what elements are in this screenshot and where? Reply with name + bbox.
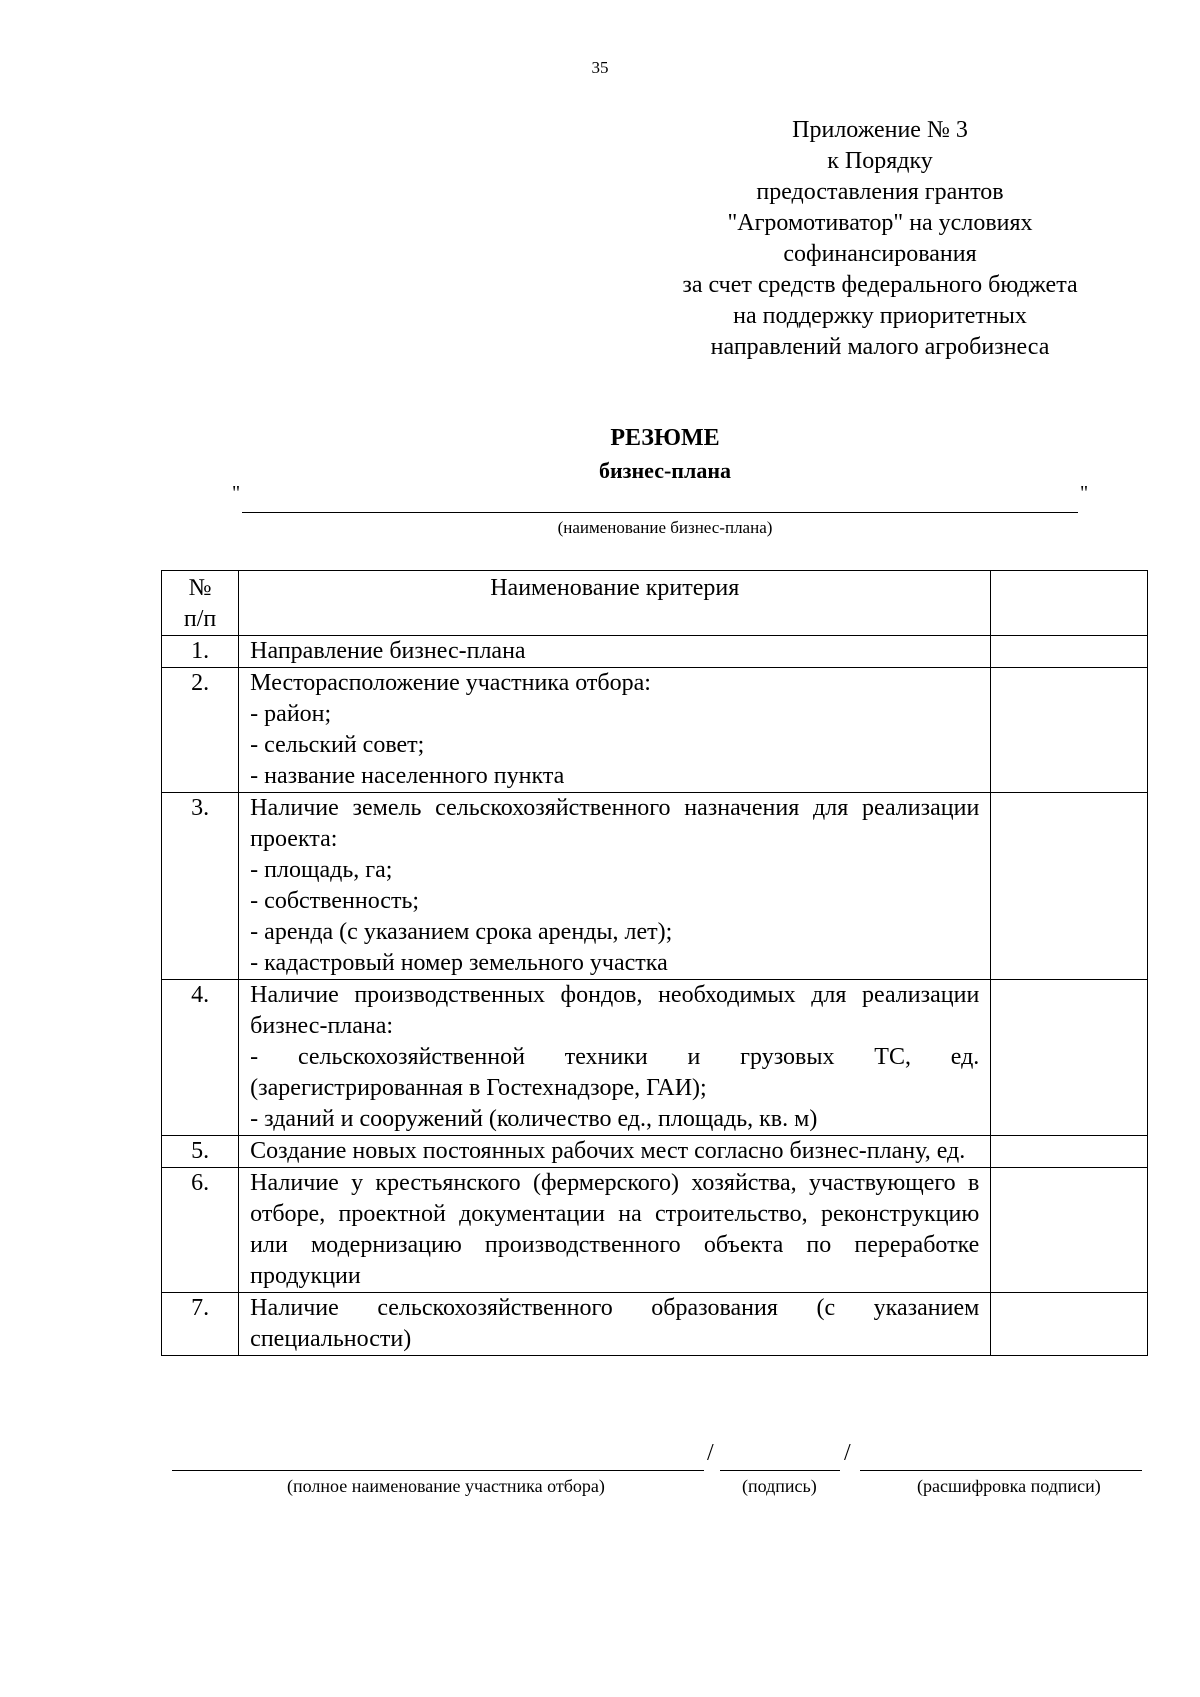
criterion-line: Наличие сельскохозяйственного образования (с указанием специальности) (250, 1295, 980, 1352)
annex-line: к Порядку (827, 148, 933, 174)
table-row (162, 636, 1148, 668)
row-criterion-cell (239, 1293, 991, 1356)
row-number-cell: 1. (162, 636, 239, 668)
criteria-table (161, 570, 1148, 1356)
row-criterion-cell (239, 636, 991, 668)
table-row (162, 980, 1148, 1136)
criterion-line: Наличие у крестьянского (фермерского) хозяйства, участвующего в отборе, проектной документации на строительство, реконструкцию или модернизацию производственного объекта по переработке продукции (250, 1170, 980, 1289)
annex-line: "Агромотиватор" на условиях (727, 210, 1033, 236)
header-value-cell (991, 571, 1148, 636)
plan-name-quote-open: " (232, 482, 241, 504)
signature-decode-caption: (расшифровка подписи) (917, 1476, 1101, 1496)
participant-name-line[interactable] (172, 1470, 704, 1471)
table-row (162, 668, 1148, 793)
criterion-line: - сельскохозяйственной техники и грузовых ТС, ед. (зарегистрированная в Гостехнадзоре, ГАИ); (250, 1044, 980, 1101)
table-row (162, 793, 1148, 980)
criterion-line: - площадь, га; (250, 857, 393, 883)
signature-separator: / (844, 1440, 851, 1466)
plan-name-field-line[interactable] (242, 512, 1078, 513)
annex-line: предоставления грантов (756, 179, 1004, 205)
row-value-cell[interactable] (991, 668, 1148, 793)
criterion-line: Создание новых постоянных рабочих мест согласно бизнес-плану, ед. (250, 1138, 966, 1164)
row-number-cell: 2. (162, 668, 239, 793)
table-header-row (162, 571, 1148, 636)
criterion-line: Наличие производственных фондов, необходимых для реализации бизнес-плана: (250, 982, 980, 1039)
row-criterion-cell (239, 1168, 991, 1293)
annex-line: Приложение № 3 (792, 117, 968, 143)
signature-decode-line[interactable] (860, 1470, 1142, 1471)
row-number-cell: 6. (162, 1168, 239, 1293)
plan-name-caption: (наименование бизнес-плана) (557, 518, 773, 537)
page-number: 35 (591, 58, 609, 77)
row-value-cell[interactable] (991, 1136, 1148, 1168)
table-row (162, 1293, 1148, 1356)
criterion-line: - сельский совет; (250, 732, 425, 758)
row-number-cell: 5. (162, 1136, 239, 1168)
row-criterion-cell (239, 980, 991, 1136)
header-criterion-cell (239, 571, 991, 636)
row-value-cell[interactable] (991, 793, 1148, 980)
annex-line: на поддержку приоритетных (733, 303, 1027, 329)
criterion-line: - кадастровый номер земельного участка (250, 950, 668, 976)
annex-line: софинансирования (783, 241, 977, 267)
row-value-cell[interactable] (991, 1293, 1148, 1356)
header-criterion-label: Наименование критерия (490, 575, 740, 601)
row-value-cell[interactable] (991, 636, 1148, 668)
row-number-cell: 4. (162, 980, 239, 1136)
header-num-line: п/п (183, 606, 217, 632)
row-number-cell: 7. (162, 1293, 239, 1356)
criterion-line: - собственность; (250, 888, 420, 914)
annex-header (640, 115, 1120, 363)
criterion-line: Наличие земель сельскохозяйственного назначения для реализации проекта: (250, 795, 980, 852)
criterion-line: Месторасположение участника отбора: (250, 670, 651, 696)
participant-name-caption: (полное наименование участника отбора) (287, 1476, 605, 1496)
criterion-line: Направление бизнес-плана (250, 638, 526, 664)
header-num-cell (162, 571, 239, 636)
signature-caption: (подпись) (742, 1476, 817, 1496)
criterion-line: - район; (250, 701, 332, 727)
criterion-line: - название населенного пункта (250, 763, 565, 789)
row-criterion-cell (239, 1136, 991, 1168)
row-criterion-cell (239, 793, 991, 980)
annex-line: направлений малого агробизнеса (710, 334, 1050, 360)
signature-line[interactable] (720, 1470, 840, 1471)
row-criterion-cell (239, 668, 991, 793)
criterion-line: - зданий и сооружений (количество ед., площадь, кв. м) (250, 1106, 818, 1132)
table-row (162, 1168, 1148, 1293)
document-title: РЕЗЮМЕ (610, 425, 720, 451)
plan-name-quote-close: " (1080, 482, 1089, 504)
annex-line: за счет средств федерального бюджета (682, 272, 1078, 298)
table-row (162, 1136, 1148, 1168)
criterion-line: - аренда (с указанием срока аренды, лет); (250, 919, 673, 945)
row-value-cell[interactable] (991, 980, 1148, 1136)
row-value-cell[interactable] (991, 1168, 1148, 1293)
signature-separator: / (707, 1440, 714, 1466)
row-number-cell: 3. (162, 793, 239, 980)
header-num-line: № (188, 575, 212, 601)
document-subtitle: бизнес-плана (598, 458, 731, 483)
